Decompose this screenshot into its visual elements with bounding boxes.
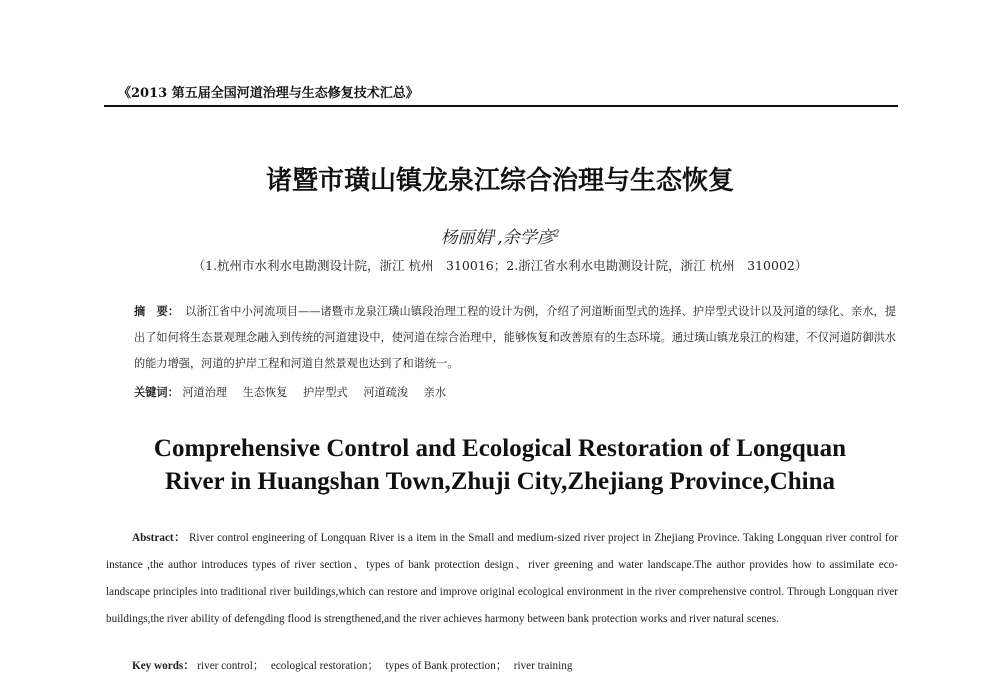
keyword-cn: 亲水 [423, 386, 447, 399]
title-cn: 诸暨市璜山镇龙泉江综合治理与生态恢复 [265, 166, 734, 196]
keyword-en: types of Bank protection； [385, 660, 507, 672]
keyword-en: river control； [197, 660, 265, 672]
authors-cn [0, 223, 1000, 248]
abstract-en [106, 525, 898, 633]
keyword-cn: 河道疏浚 [363, 386, 409, 399]
affiliation-cn: （1.杭州市水利水电勘测设计院，浙江 杭州 310016；2.浙江省水利水电勘测设计院，浙江 杭州 310002） [192, 258, 808, 273]
keyword-cn: 河道治理 [182, 386, 228, 399]
title-en-line-2: River in Huangshan Town,Zhuji City,Zhejiang Province,China [164, 468, 836, 495]
author-2: 余学彦 [502, 228, 554, 248]
journal-header: 《2013 第五届全国河道治理与生态修复技术汇总》 [118, 86, 419, 101]
keyword-cn: 护岸型式 [302, 386, 348, 399]
keyword-en: ecological restoration； [270, 660, 379, 672]
keyword-en: river training [513, 660, 573, 672]
keywords-en [132, 657, 576, 673]
author-separator: , [497, 228, 503, 248]
author-1: 杨丽娟 [440, 228, 492, 248]
keywords-cn-label: 关键词： [134, 385, 179, 399]
abstract-en-text: River control engineering of Longquan River is a item in the Small and medium-sized river project in Zhejiang Province. Taking Longquan river control for instance ,the author introduces types of river section、types of bank protection design、river greening and water landscape.The author provides how to assimilate eco-landscape principles into traditional river buildings,which can restore and improve original ecological environment in the river comprehensive control. Through Longquan river buildings,the river ability of defengding flood is strengthened,and the river achieves harmony between bank protection works and river natural scenes. [106, 532, 898, 625]
title-en-line-1: Comprehensive Control and Ecological Restoration of Longquan [153, 435, 847, 462]
title-en [0, 432, 1000, 498]
keywords-cn [134, 384, 458, 400]
abstract-en-label: Abstract： [132, 532, 186, 544]
author-1-sup: 1 [491, 229, 498, 240]
keywords-en-label: Key words： [132, 660, 195, 672]
abstract-cn-label: 摘 要： [134, 304, 180, 318]
abstract-cn [134, 298, 896, 377]
header-rule [104, 105, 898, 107]
keyword-cn: 生态恢复 [242, 386, 288, 399]
author-2-sup: 2 [553, 229, 560, 240]
abstract-cn-text: 以浙江省中小河流项目——诸暨市龙泉江璜山镇段治理工程的设计为例，介绍了河道断面型式的选择、护岸型式设计以及河道的绿化、亲水，提出了如何将生态景观理念融入到传统的河道建设中，使河道在综合治理中，能够恢复和改善原有的生态环境。通过璜山镇龙泉江的构建，不仅河道防御洪水的能力增强，河道的护岸工程和河道自然景观也达到了和谐统一。 [134, 305, 896, 370]
